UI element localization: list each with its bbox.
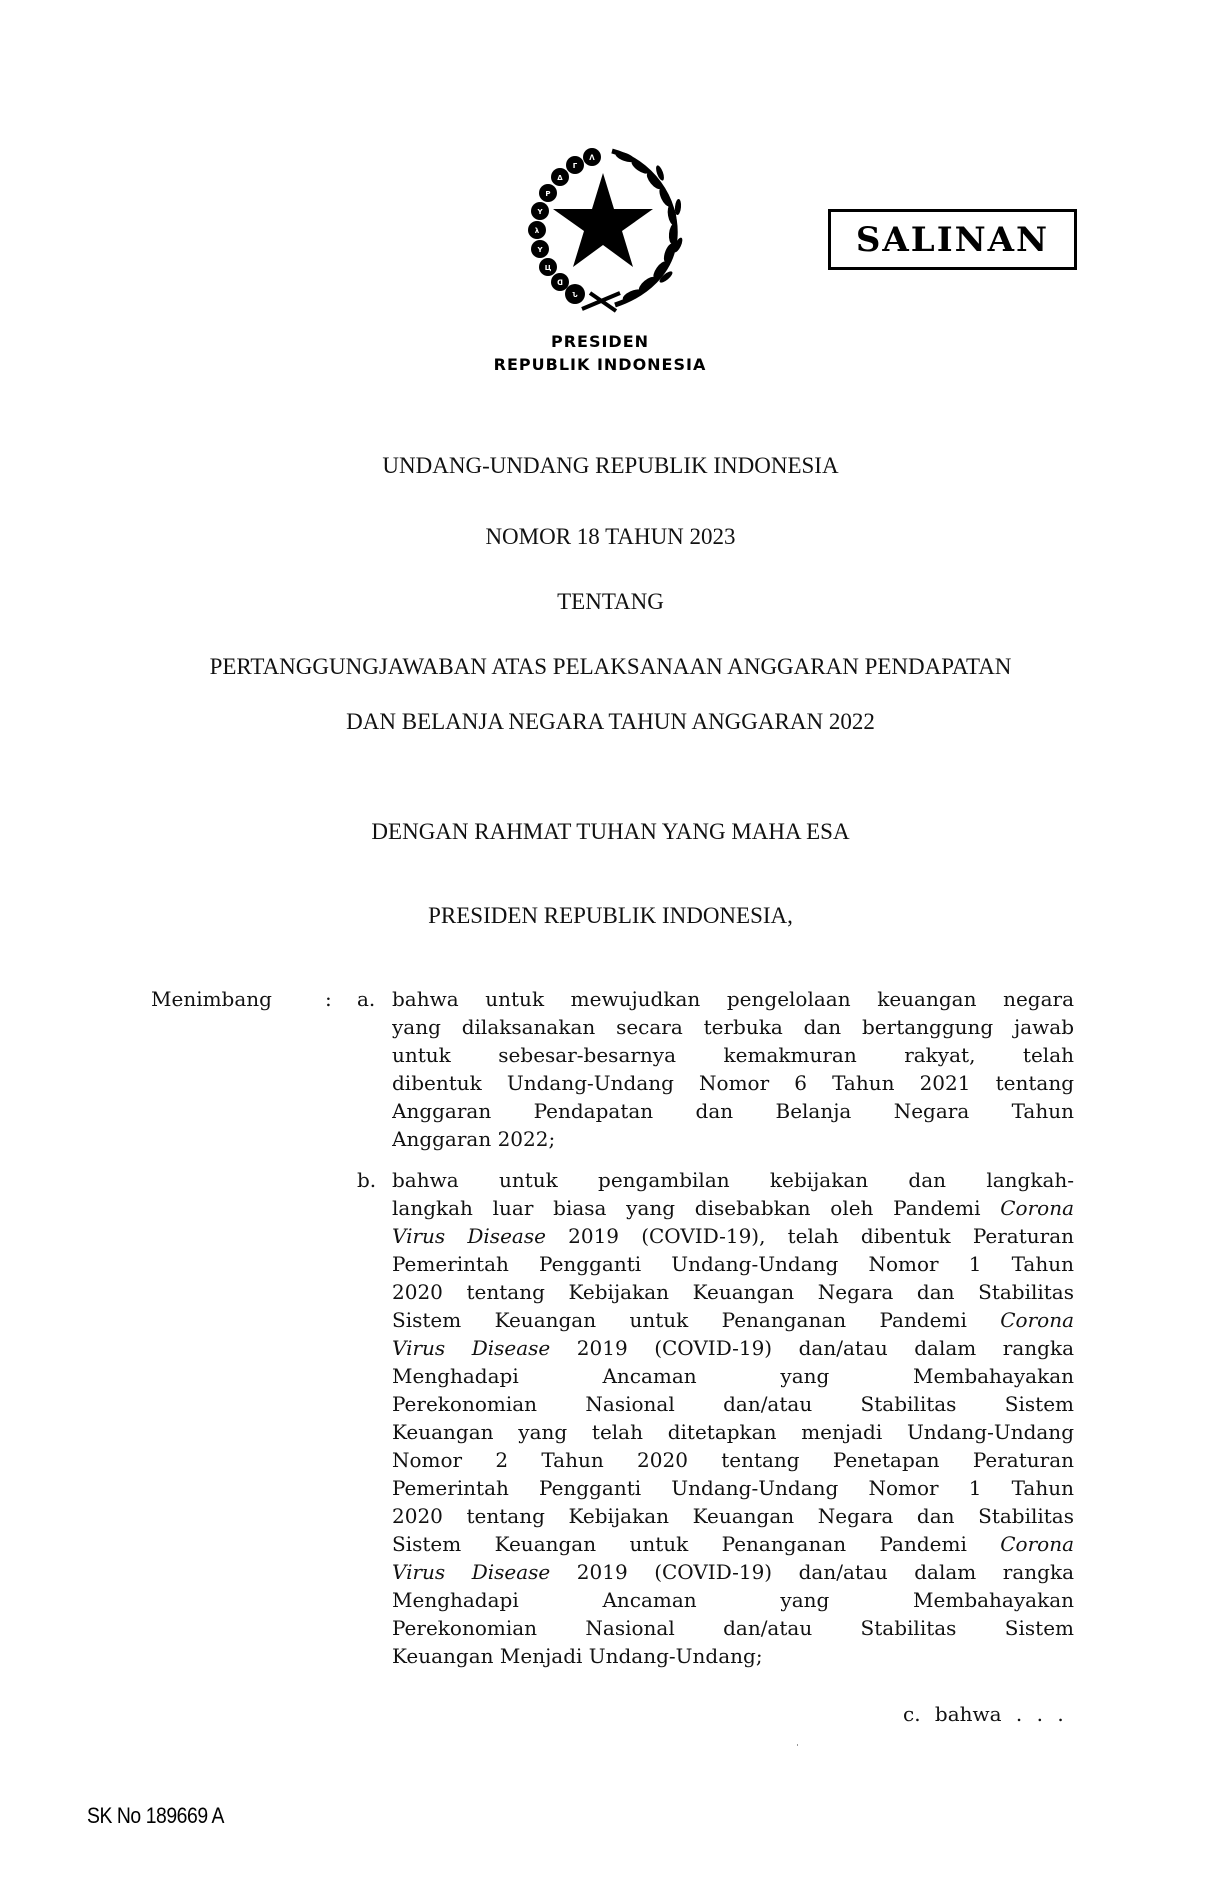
item-a-marker: a. (357, 987, 376, 1011)
authority-line: PRESIDEN REPUBLIK INDONESIA, (428, 903, 793, 928)
item-b-line: 2020 tentang Kebijakan Keuangan Negara dan Stabilitas (392, 1504, 1074, 1528)
svg-text:Ն: Ն (572, 291, 578, 299)
law-number-heading: NOMOR 18 TAHUN 2023 (485, 524, 736, 549)
copy-stamp-badge (828, 209, 1077, 270)
item-b-line: Virus Disease 2019 (COVID-19) dan/atau dalam rangka (392, 1336, 1074, 1360)
scan-speck (797, 1744, 798, 1746)
item-b-line: Virus Disease 2019 (COVID-19) dan/atau dalam rangka (392, 1560, 1074, 1584)
item-b-text (392, 1166, 1074, 1670)
law-subject-line-2: DAN BELANJA NEGARA TAHUN ANGGARAN 2022 (346, 709, 875, 734)
presidential-emblem-icon (520, 143, 686, 313)
next-page-reference: c. bahwa . . . (903, 1702, 1064, 1726)
invocation-line: DENGAN RAHMAT TUHAN YANG MAHA ESA (371, 819, 850, 844)
item-b-line: Sistem Keuangan untuk Penanganan Pandemi Corona (392, 1308, 1074, 1332)
svg-text:Γ: Γ (572, 162, 578, 170)
svg-text:ᗡ: ᗡ (557, 279, 563, 287)
item-a-line: bahwa untuk mewujudkan pengelolaan keuangan negara (392, 987, 1074, 1011)
item-b-line: Pemerintah Pengganti Undang-Undang Nomor 1 Tahun (392, 1252, 1074, 1276)
law-type-heading: UNDANG-UNDANG REPUBLIK INDONESIA (382, 453, 839, 478)
item-b-line: Sistem Keuangan untuk Penanganan Pandemi Corona (392, 1532, 1074, 1556)
item-b-line: Pemerintah Pengganti Undang-Undang Nomor 1 Tahun (392, 1476, 1074, 1500)
item-b-line: langkah luar biasa yang disebabkan oleh Pandemi Corona (392, 1196, 1074, 1220)
svg-text:Y: Y (537, 208, 543, 216)
item-a-line: yang dilaksanakan secara terbuka dan bertanggung jawab (392, 1015, 1074, 1039)
item-b-line: Menghadapi Ancaman yang Membahayakan (392, 1364, 1074, 1388)
considering-label: Menimbang (151, 987, 272, 1011)
item-a-line: untuk sebesar-besarnya kemakmuran rakyat, telah (392, 1043, 1074, 1067)
office-title-republic: REPUBLIK INDONESIA (493, 355, 707, 374)
item-b-line: 2020 tentang Kebijakan Keuangan Negara dan Stabilitas (392, 1280, 1074, 1304)
law-subject-line-1: PERTANGGUNGJAWABAN ATAS PELAKSANAAN ANGGARAN PENDAPATAN (209, 654, 1012, 679)
item-a-text (392, 985, 1074, 1153)
svg-text:ᐱ: ᐱ (589, 154, 595, 162)
item-b-line: bahwa untuk pengambilan kebijakan dan langkah- (392, 1168, 1074, 1192)
item-b-line: Menghadapi Ancaman yang Membahayakan (392, 1588, 1074, 1612)
svg-text:λ: λ (534, 227, 540, 235)
item-b-line: Perekonomian Nasional dan/atau Stabilitas Sistem (392, 1616, 1074, 1640)
copy-stamp-label: SALINAN (855, 219, 1050, 260)
item-b-line: Virus Disease 2019 (COVID-19), telah dibentuk Peraturan (392, 1224, 1074, 1248)
considering-colon: : (325, 987, 332, 1011)
item-b-line: Keuangan yang telah ditetapkan menjadi Undang-Undang (392, 1420, 1074, 1444)
office-title-president: PRESIDEN (550, 332, 650, 351)
document-serial-code: SK No 189669 A (87, 1803, 225, 1828)
svg-text:Ц: Ц (544, 264, 552, 272)
item-a-line: dibentuk Undang-Undang Nomor 6 Tahun 2021 tentang (392, 1071, 1074, 1095)
item-b-line: Nomor 2 Tahun 2020 tentang Penetapan Peraturan (392, 1448, 1074, 1472)
item-a-line: Anggaran Pendapatan dan Belanja Negara Tahun (392, 1099, 1074, 1123)
about-heading: TENTANG (557, 589, 664, 614)
item-b-line: Keuangan Menjadi Undang-Undang; (392, 1644, 763, 1668)
svg-text:Δ: Δ (557, 174, 563, 182)
svg-text:Y: Y (537, 246, 543, 254)
item-b-line: Perekonomian Nasional dan/atau Stabilitas Sistem (392, 1392, 1074, 1416)
svg-text:P: P (545, 190, 551, 198)
item-a-line: Anggaran 2022; (392, 1127, 556, 1151)
item-b-marker: b. (357, 1168, 377, 1192)
